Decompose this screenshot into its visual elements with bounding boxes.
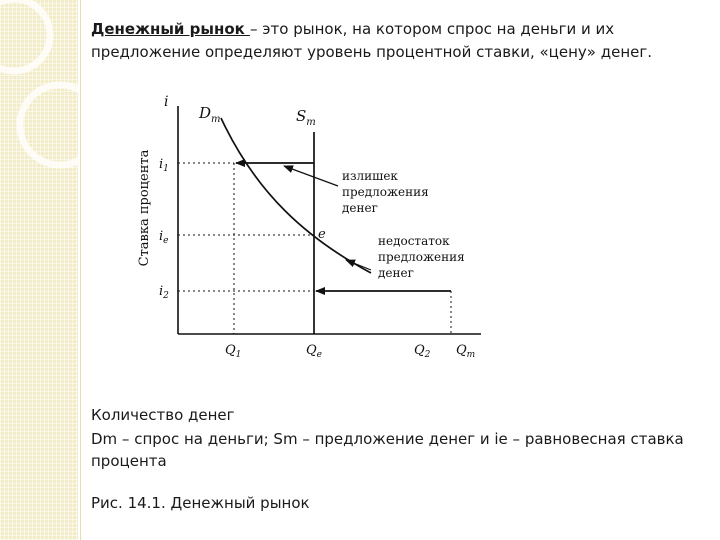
tick-qe: $Q_e$ <box>306 343 322 360</box>
tick-qm: $Q_m$ <box>456 343 476 360</box>
tick-i1: $i_1$ <box>159 157 169 174</box>
tick-q2: $Q_2$ <box>414 343 431 360</box>
supply-label: $S_m$ <box>296 107 316 128</box>
shortage-text-3: денег <box>378 266 414 280</box>
tick-q1: $Q_1$ <box>225 343 242 360</box>
shortage-text-2: предложения <box>378 250 465 264</box>
heading-definition: – это рынок, на котором спрос на деньги и их предложение определяют уровень процентной ставки, «цену» денег. <box>91 20 653 61</box>
figure-caption: Рис. 14.1. Денежный рынок <box>91 494 310 512</box>
decorative-divider <box>80 0 81 540</box>
caption-quantity: Количество денег <box>91 406 235 424</box>
surplus-text-3: денег <box>342 201 378 215</box>
page-heading <box>91 18 711 64</box>
tick-i2: $i_2$ <box>159 284 169 301</box>
heading-term: Денежный рынок <box>91 20 251 38</box>
axis-label-i: i <box>164 94 169 110</box>
caption-legend: Dm – спрос на деньги; Sm – предложение денег и ie – равновесная ставка процента <box>91 430 684 470</box>
decorative-circles <box>0 0 80 200</box>
surplus-text-2: предложения <box>342 185 429 199</box>
shortage-text-1: недостаток <box>378 234 450 248</box>
surplus-text-1: излишек <box>342 169 398 183</box>
equilibrium-point-label: e <box>318 227 326 242</box>
surplus-callout-arrow <box>284 166 338 186</box>
demand-label: $D_m$ <box>199 104 221 125</box>
tick-ie: $i_e$ <box>159 229 169 246</box>
y-axis-title: Ставка процента <box>137 149 152 267</box>
money-market-diagram <box>126 88 526 373</box>
shortage-callout-arrow <box>346 260 371 270</box>
